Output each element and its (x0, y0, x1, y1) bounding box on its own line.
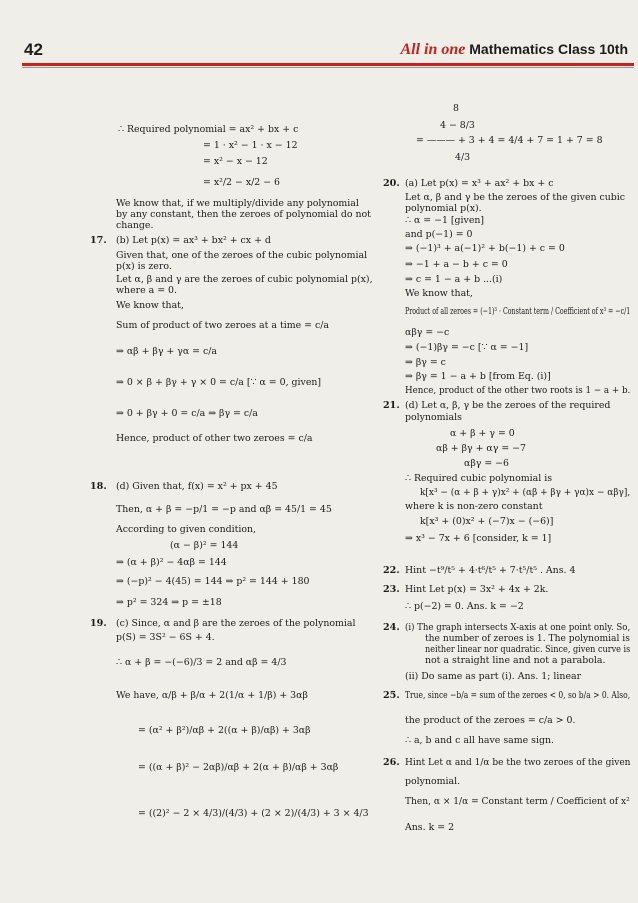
solution-line: neither linear nor quadratic. Since, given curve is (425, 644, 631, 655)
solution-line: the number of zeroes is 1. The polynomial is (425, 633, 630, 644)
solution-line: by any constant, then the zeroes of polynomial do not (116, 209, 371, 220)
solution-line: k[x³ + (0)x² + (−7)x − (−6)] (420, 516, 554, 527)
solution-line: Then, α + β = −p/1 = −p and αβ = 45/1 = 45 (116, 504, 332, 515)
solution-line: Product of all zeroes = (−1)³ · Constant term / Coefficient of x³ = −c/1 (405, 306, 631, 317)
solution-line: αβγ = −c (405, 327, 450, 338)
question-number: 19. (90, 618, 107, 629)
brand-logo: All in one (400, 41, 466, 58)
solution-line: 8 (453, 103, 459, 114)
solution-line: (c) Since, α and β are the zeroes of the polynomial (116, 618, 356, 629)
solution-line: polynomials (405, 412, 462, 423)
solution-line: Then, α × 1/α = Constant term / Coefficient of x² (405, 796, 630, 807)
solution-line: Hint −t⁹/t⁵ + 4·t⁶/t⁵ + 7·t⁵/t⁵ . Ans. 4 (405, 565, 576, 576)
solution-line: We know that, if we multiply/divide any polynomial (116, 198, 359, 209)
solution-line: 4/3 (455, 152, 471, 163)
solution-line: the product of the zeroes = c/a > 0. (405, 715, 576, 726)
solution-line: ⇒ 0 × β + βγ + γ × 0 = c/a [∵ α = 0, given] (116, 377, 322, 388)
solution-line: = ((α + β)² − 2αβ)/αβ + 2(α + β)/αβ + 3αβ (138, 762, 339, 773)
solution-line: Given that, one of the zeroes of the cubic polynomial (116, 250, 368, 261)
solution-line: ⇒ (−p)² − 4(45) = 144 ⇒ p² = 144 + 180 (116, 576, 310, 587)
solution-line: Let α, β and γ are the zeroes of cubic polynomial p(x), (116, 274, 373, 285)
solution-line: According to given condition, (116, 524, 257, 535)
header-rule-thin (22, 67, 634, 68)
subject-title: Mathematics Class 10th (469, 41, 628, 57)
solution-line: = (α² + β²)/αβ + 2((α + β)/αβ) + 3αβ (138, 725, 311, 736)
header-rule (22, 63, 634, 66)
question-number: 20. (383, 178, 400, 189)
solution-line: ∴ α = −1 [given] (405, 215, 485, 226)
solution-line: α + β + γ = 0 (450, 428, 515, 439)
solution-line: Ans. k = 2 (405, 822, 455, 833)
solution-line: ∴ α + β = −(−6)/3 = 2 and αβ = 4/3 (116, 657, 287, 668)
solution-line: We know that, (405, 288, 473, 299)
solution-line: (d) Given that, f(x) = x² + px + 45 (116, 481, 278, 492)
solution-line: where k is non-zero constant (405, 501, 543, 512)
solution-line: p(S) = 3S² − 6S + 4. (116, 632, 215, 643)
question-number: 24. (383, 622, 400, 633)
solution-line: not a straight line and not a parabola. (425, 655, 606, 666)
solution-line: ⇒ (−1)βγ = −c [∵ α = −1] (405, 342, 529, 353)
solution-line: change. (116, 220, 154, 231)
solution-line: = x² − x − 12 (203, 156, 268, 167)
running-header (400, 41, 628, 59)
solution-line: = 1 · x² − 1 · x − 12 (203, 140, 298, 151)
solution-line: (α − β)² = 144 (170, 540, 239, 551)
question-number: 21. (383, 400, 400, 411)
solution-line: Hint Let α and 1/α be the two zeroes of the given (405, 757, 631, 768)
solution-line: ∴ p(−2) = 0. Ans. k = −2 (405, 601, 524, 612)
solution-line: 4 − 8/3 (440, 120, 475, 131)
solution-line: ⇒ x³ − 7x + 6 [consider, k = 1] (405, 533, 552, 544)
question-number: 18. (90, 481, 107, 492)
solution-line: ⇒ βγ = 1 − a + b [from Eq. (i)] (405, 371, 551, 382)
solution-line: ⇒ (−1)³ + a(−1)² + b(−1) + c = 0 (405, 243, 565, 254)
solution-line: ∴ Required polynomial = ax² + bx + c (118, 124, 299, 135)
solution-line: polynomial. (405, 776, 461, 787)
solution-line: ⇒ βγ = c (405, 357, 446, 368)
question-number: 26. (383, 757, 400, 768)
solution-line: We have, α/β + β/α + 2(1/α + 1/β) + 3αβ (116, 690, 308, 701)
solution-line: ⇒ αβ + βγ + γα = c/a (116, 346, 217, 357)
solution-line: and p(−1) = 0 (405, 229, 473, 240)
solution-line: αβγ = −6 (464, 458, 509, 469)
question-number: 17. (90, 235, 107, 246)
solution-line: = ((2)² − 2 × 4/3)/(4/3) + (2 × 2)/(4/3) + 3 × 4/3 (138, 808, 369, 819)
question-number: 22. (383, 565, 400, 576)
question-number: 23. (383, 584, 400, 595)
solution-line: (d) Let α, β, γ be the zeroes of the required (405, 400, 611, 411)
solution-line: ∴ a, b and c all have same sign. (405, 735, 554, 746)
solution-line: αβ + βγ + αγ = −7 (436, 443, 526, 454)
solution-line: (ii) Do same as part (i). Ans. 1; linear (405, 671, 582, 682)
solution-line: (a) Let p(x) = x³ + ax² + bx + c (405, 178, 554, 189)
solution-line: ⇒ −1 + a − b + c = 0 (405, 259, 508, 270)
solution-line: Hence, product of other two zeroes = c/a (116, 433, 313, 444)
solution-line: Let α, β and γ be the zeroes of the given cubic (405, 192, 626, 203)
solution-line: ⇒ c = 1 − a + b ...(i) (405, 274, 503, 285)
solution-line: We know that, (116, 300, 184, 311)
solution-line: True, since −b/a = sum of the zeroes < 0, so b/a > 0. Also, (405, 690, 631, 701)
solution-line: ⇒ 0 + βγ + 0 = c/a ⇒ βγ = c/a (116, 408, 258, 419)
page-number: 42 (24, 40, 43, 59)
solution-line: ⇒ p² = 324 ⇒ p = ±18 (116, 597, 222, 608)
solution-line: Hint Let p(x) = 3x² + 4x + 2k. (405, 584, 549, 595)
solution-line: (i) The graph intersects X-axis at one point only. So, (405, 622, 631, 633)
solution-line: k[x³ − (α + β + γ)x² + (αβ + βγ + γα)x − αβγ], (420, 487, 631, 498)
solution-line: where a = 0. (116, 285, 177, 296)
solution-line: (b) Let p(x) = ax³ + bx² + cx + d (116, 235, 271, 246)
solution-line: polynomial p(x). (405, 203, 482, 214)
solution-line: p(x) is zero. (116, 261, 172, 272)
solution-line: = ——— + 3 + 4 = 4/4 + 7 = 1 + 7 = 8 (416, 135, 603, 146)
question-number: 25. (383, 690, 400, 701)
solution-line: = x²/2 − x/2 − 6 (203, 177, 281, 188)
solution-line: Hence, product of the other two roots is 1 − a + b. (405, 385, 631, 396)
solution-line: ⇒ (α + β)² − 4αβ = 144 (116, 557, 227, 568)
solution-line: Sum of product of two zeroes at a time = c/a (116, 320, 329, 331)
solution-line: ∴ Required cubic polynomial is (405, 473, 553, 484)
